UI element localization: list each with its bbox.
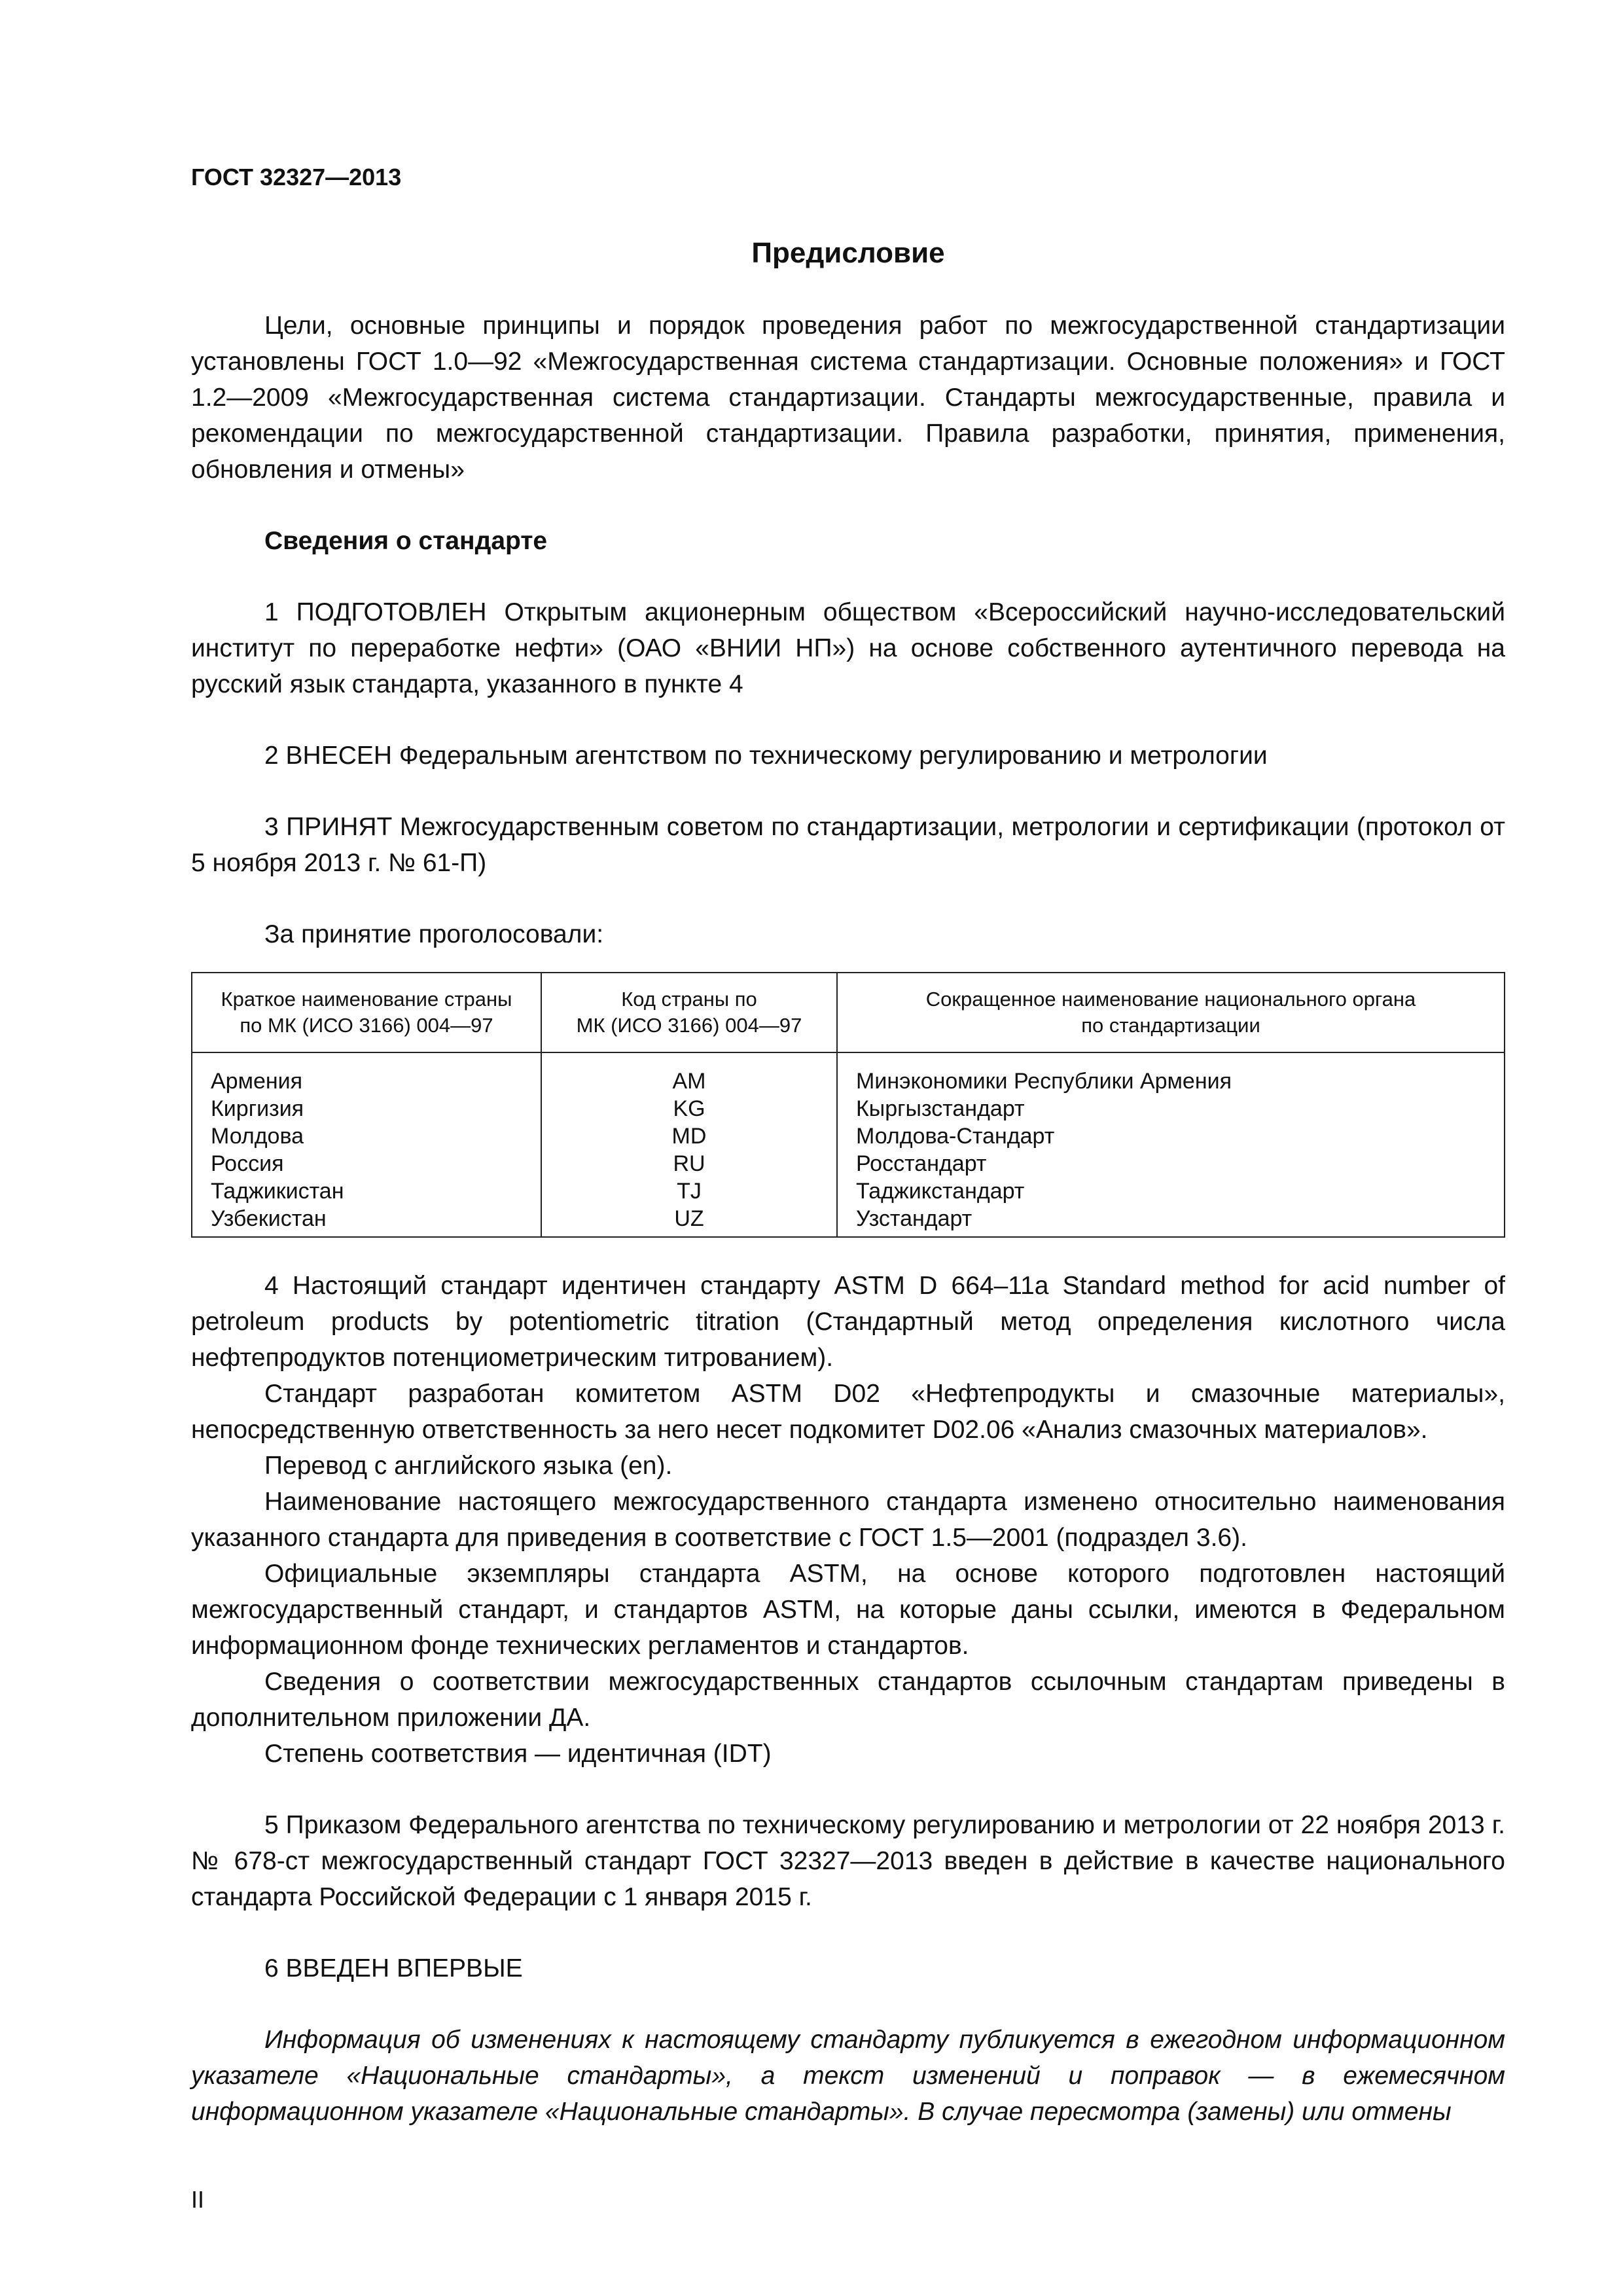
item-6-paragraph: 6 ВВЕДЕН ВПЕРВЫЕ [264, 1954, 523, 1982]
table-row [192, 1150, 1505, 1177]
item-2-paragraph: 2 ВНЕСЕН Федеральным агентством по техническому регулированию и метрологии [264, 742, 1268, 770]
table-row [192, 1095, 1505, 1122]
country-name: Молдова [192, 1122, 541, 1150]
item-4-name-change: Наименование настоящего межгосударственного стандарта изменено относительно наименования указанного стандарта для приведения в соответствие с ГОСТ 1.5—2001 (подраздел 3.6). [191, 1488, 1505, 1552]
intro-paragraph: Цели, основные принципы и порядок проведения работ по межгосударственной стандартизации установлены ГОСТ 1.0—92 «Межгосударственная система стандартизации. Основные положения» и ГОСТ 1.2—2009 «Межгосударственная система стандартизации. Стандарты межгосударственные, правила и рекомендации по межгосударственной стандартизации. Правила разработки, принятия, применения, обновления и отмены» [191, 312, 1505, 484]
country-code: TJ [541, 1177, 837, 1205]
table-row [192, 1052, 1505, 1095]
item-5-paragraph: 5 Приказом Федерального агентства по техническому регулированию и метрологии от 22 ноября 2013 г. № 678-ст межгосударственный стандарт ГОСТ 32327—2013 введен в действие в качестве национального стандарта Российской Федерации с 1 января 2015 г. [191, 1811, 1505, 1911]
national-body: Росстандарт [837, 1150, 1505, 1177]
item-1-paragraph: 1 ПОДГОТОВЛЕН Открытым акционерным обществом «Всероссийский научно-исследовательский институт по переработке нефти» (ОАО «ВНИИ НП») на основе собственного аутентичного перевода на русский язык стандарта, указанного в пункте 4 [191, 598, 1505, 698]
item-4-committee: Стандарт разработан комитетом ASTM D02 «Нефтепродукты и смазочные материалы», непосредственную ответственность за него несет подкомитет D02.06 «Анализ смазочных материалов». [191, 1380, 1505, 1444]
country-name: Киргизия [192, 1095, 541, 1122]
item-3-paragraph: 3 ПРИНЯТ Межгосударственным советом по стандартизации, метрологии и сертификации (протокол от 5 ноября 2013 г. № 61-П) [191, 813, 1505, 877]
national-body: Кыргызстандарт [837, 1095, 1505, 1122]
country-code: MD [541, 1122, 837, 1150]
national-body: Молдова-Стандарт [837, 1122, 1505, 1150]
section-heading: Сведения о стандарте [264, 527, 548, 555]
item-4-official-copies: Официальные экземпляры стандарта ASTM, на основе которого подготовлен настоящий межгосударственный стандарт, и стандартов ASTM, на которые даны ссылки, имеются в Федеральном информационном фонде технических регламентов и стандартов. [191, 1560, 1505, 1660]
national-body: Таджикстандарт [837, 1177, 1505, 1205]
voting-table [191, 972, 1505, 1238]
page-number: II [191, 2186, 205, 2213]
item-4-correspondence: Сведения о соответствии межгосударственных стандартов ссылочным стандартам приведены в дополнительном приложении ДА. [191, 1668, 1505, 1732]
table-row [192, 1122, 1505, 1150]
table-header-row [192, 973, 1505, 1052]
national-body: Узстандарт [837, 1205, 1505, 1237]
country-code: AM [541, 1052, 837, 1095]
country-code: KG [541, 1095, 837, 1122]
voted-label: За принятие проголосовали: [264, 920, 604, 948]
table-header-country: Краткое наименование страны по МК (ИСО 3166) 004—97 [192, 973, 541, 1052]
country-name: Таджикистан [192, 1177, 541, 1205]
country-name: Армения [192, 1052, 541, 1095]
country-code: UZ [541, 1205, 837, 1237]
table-header-body: Сокращенное наименование национального органа по стандартизации [837, 973, 1505, 1052]
national-body: Минэкономики Республики Армения [837, 1052, 1505, 1095]
table-row [192, 1177, 1505, 1205]
document-code: ГОСТ 32327—2013 [191, 164, 402, 190]
item-4-translation: Перевод с английского языка (en). [264, 1452, 673, 1480]
country-name: Узбекистан [192, 1205, 541, 1237]
country-code: RU [541, 1150, 837, 1177]
changes-info-paragraph: Информация об изменениях к настоящему стандарту публикуется в ежегодном информационном указателе «Национальные стандарты», а текст изменений и поправок — в ежемесячном информационном указателе «Национальные стандарты». В случае пересмотра (замены) или отмены [191, 2026, 1505, 2126]
item-4-paragraph: 4 Настоящий стандарт идентичен стандарту ASTM D 664–11a Standard method for acid number of petroleum products by potentiometric titration (Стандартный метод определения кислотного числа нефтепродуктов потенциометрическим титрованием). [191, 1272, 1505, 1372]
page-title: Предисловие [751, 237, 945, 269]
country-name: Россия [192, 1150, 541, 1177]
table-header-code: Код страны по МК (ИСО 3166) 004—97 [541, 973, 837, 1052]
table-row [192, 1205, 1505, 1237]
page-body [191, 308, 1505, 2130]
item-4-degree: Степень соответствия — идентичная (IDT) [264, 1740, 772, 1768]
